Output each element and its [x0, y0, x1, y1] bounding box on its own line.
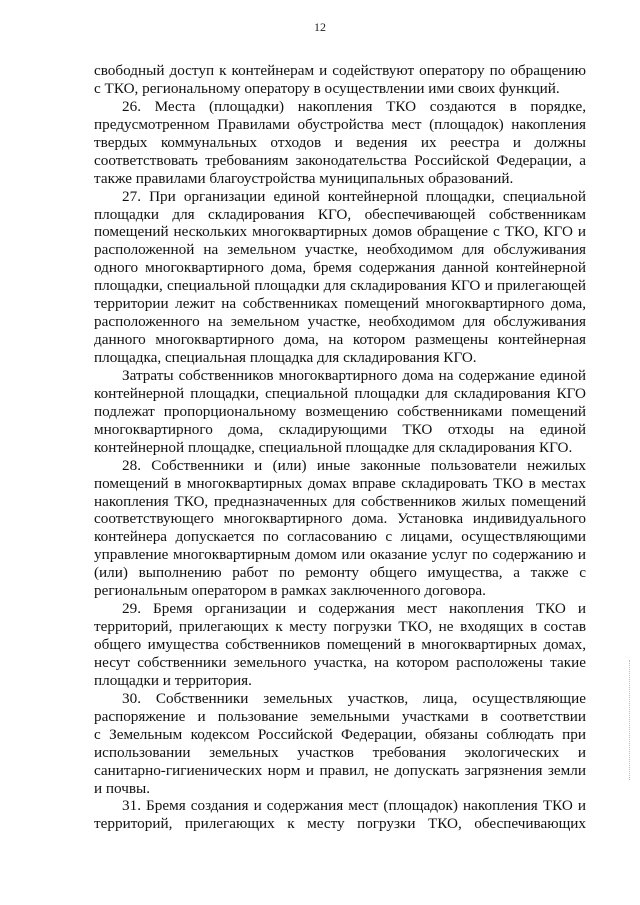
text-line: 29. Бремя организации и содержания мест накопления ТКО и — [122, 600, 586, 618]
text-line: контейнерной площадки, специальной площадки для складирования КГО — [94, 384, 586, 402]
text-line: территорий, прилегающих к месту погрузки ТКО, обеспечивающих — [94, 815, 586, 833]
text-line: 26. Места (площадки) накопления ТКО создаются в порядке, — [122, 97, 586, 115]
text-line: также правилами благоустройства муниципальных образований. — [94, 169, 514, 187]
page-number: 12 — [314, 20, 326, 34]
text-line: твердых коммунальных отходов и ведения их реестра и должны — [94, 133, 586, 151]
text-line: соответствующего многоквартирного дома. Установка индивидуального — [94, 510, 586, 528]
text-line: территории лежит на собственниках помещений многоквартирного дома, — [94, 295, 586, 313]
margin-scan-artifact — [629, 660, 634, 780]
text-line: одного многоквартирного дома, бремя содержания данной контейнерной — [94, 259, 586, 277]
text-line: площадки, специальной площадки для складирования КГО и прилегающей — [94, 277, 586, 295]
text-line: многоквартирного дома, складирующими ТКО отходы на единой — [94, 420, 586, 438]
text-line: контейнера допускается по согласованию с лицами, осуществляющими — [94, 528, 586, 546]
text-line: свободный доступ к контейнерам и содействуют оператору по обращению — [94, 62, 586, 79]
text-line: распоряжение и пользование земельными участками в соответствии — [94, 707, 586, 725]
text-line: с Земельным кодексом Российской Федерации, обязаны соблюдать при — [94, 725, 586, 743]
text-line: помещений нескольких многоквартирных домов обращение с ТКО, КГО и — [94, 223, 586, 241]
text-line: региональным оператором в рамках заключенного договора. — [94, 582, 486, 600]
text-line: санитарно-гигиенических норм и правил, не допускать загрязнения земли — [94, 761, 586, 779]
text-line: соответствовать требованиям законодательства Российской Федерации, а — [94, 151, 586, 169]
text-line: накопления ТКО, предназначенных для собственников жилых помещений — [94, 492, 586, 510]
text-line: предусмотренном Правилами обустройства мест (площадок) накопления — [94, 115, 586, 133]
text-line: 31. Бремя создания и содержания мест (площадок) накопления ТКО и — [122, 797, 586, 815]
text-line: общего имущества собственников помещений в многоквартирных домах, — [94, 636, 586, 653]
text-line: контейнерной площадке, специальной площадке для складирования КГО. — [94, 438, 573, 456]
text-line: (или) выполнению работ по ремонту общего имущества, а также с — [94, 564, 586, 582]
text-line: 27. При организации единой контейнерной площадки, специальной — [122, 187, 586, 205]
text-line: 30. Собственники земельных участков, лица, осуществляющие — [122, 689, 586, 707]
text-line: 28. Собственники и (или) иные законные пользователи нежилых — [122, 456, 586, 474]
document-body — [94, 62, 586, 833]
text-line: использовании земельных участков требования экологических и — [94, 743, 586, 761]
text-line: площадки для складирования КГО, обеспечивающей собственникам — [94, 205, 586, 223]
text-line: и почвы. — [94, 779, 151, 797]
text-line: несут собственники земельного участка, на котором расположены такие — [94, 653, 586, 671]
text-line: территорий, прилегающих к месту погрузки ТКО, не входящих в состав — [94, 618, 586, 636]
text-line: управление многоквартирным домом или оказание услуг по содержанию и — [94, 546, 586, 564]
text-line: площадка, специальная площадка для складирования КГО. — [94, 349, 477, 366]
text-line: подлежат пропорциональному возмещению собственниками помещений — [94, 402, 586, 420]
text-line: расположенного на земельном участке, необходимом для обслуживания — [94, 313, 586, 331]
text-line: с ТКО, региональному оператору в осуществлении ими своих функций. — [94, 79, 560, 97]
text-line: помещений в многоквартирных домах вправе складировать ТКО в местах — [94, 474, 586, 492]
text-line: Затраты собственников многоквартирного дома на содержание единой — [122, 366, 586, 384]
text-line: данного многоквартирного дома, на котором размещены контейнерная — [94, 331, 586, 349]
text-line: расположенной на земельном участке, необходимом для обслуживания — [94, 241, 586, 259]
text-line: площадки и территория. — [94, 671, 252, 689]
